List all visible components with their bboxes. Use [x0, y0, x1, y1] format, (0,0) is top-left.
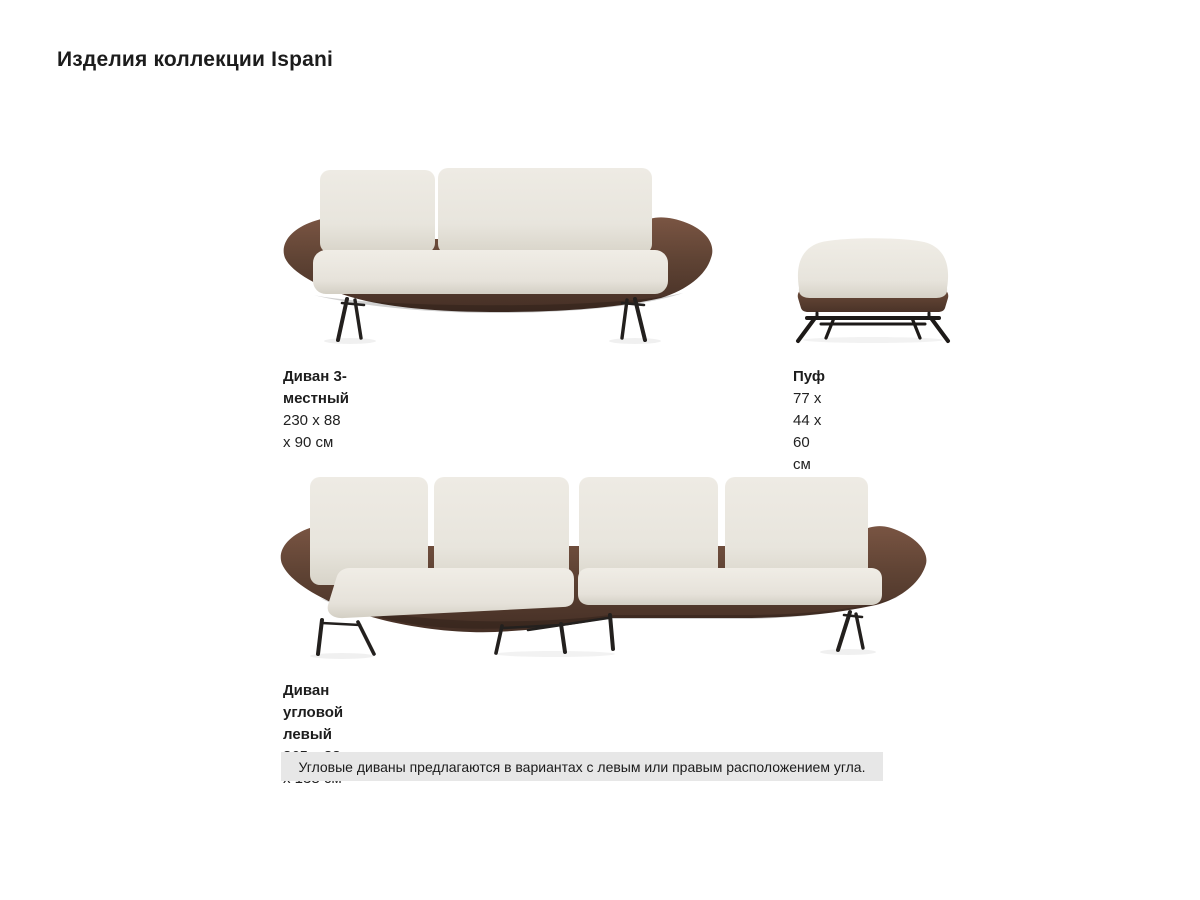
- sofa-3-seat-label: [283, 366, 349, 454]
- floor-shadow: [310, 649, 876, 659]
- floor-shadow: [324, 338, 661, 344]
- product-name: Диван 3-местный: [283, 368, 350, 407]
- product-dimensions: 230 x 88 x 90 см: [283, 412, 341, 451]
- sofa-corner-image: [280, 472, 930, 662]
- sofa-corner-render: [280, 472, 930, 662]
- page-title: Изделия коллекции Ispani: [57, 48, 334, 71]
- pouf-metal-base: [798, 313, 948, 341]
- product-name: Диван угловой левый: [283, 682, 344, 743]
- sofa-back-cushions: [320, 168, 652, 254]
- pouf-label: [793, 366, 825, 476]
- sofa-3-seat-image: [283, 163, 713, 345]
- sofa-seat-cushion: [313, 250, 668, 294]
- pouf-render: [787, 232, 959, 344]
- product-dimensions: 77 x 44 x 60 см: [793, 390, 822, 473]
- product-name: Пуф: [793, 368, 826, 385]
- sofa-corner-seat-right: [578, 568, 882, 605]
- corner-sofa-note: [281, 752, 883, 781]
- sofa-3-seat-render: [283, 163, 713, 345]
- pouf-image: [787, 232, 959, 344]
- pouf-cushion: [798, 238, 948, 298]
- floor-shadow: [803, 337, 943, 343]
- note-text: Угловые диваны предлагаются в вариантах с левым или правым расположением угла.: [298, 758, 866, 775]
